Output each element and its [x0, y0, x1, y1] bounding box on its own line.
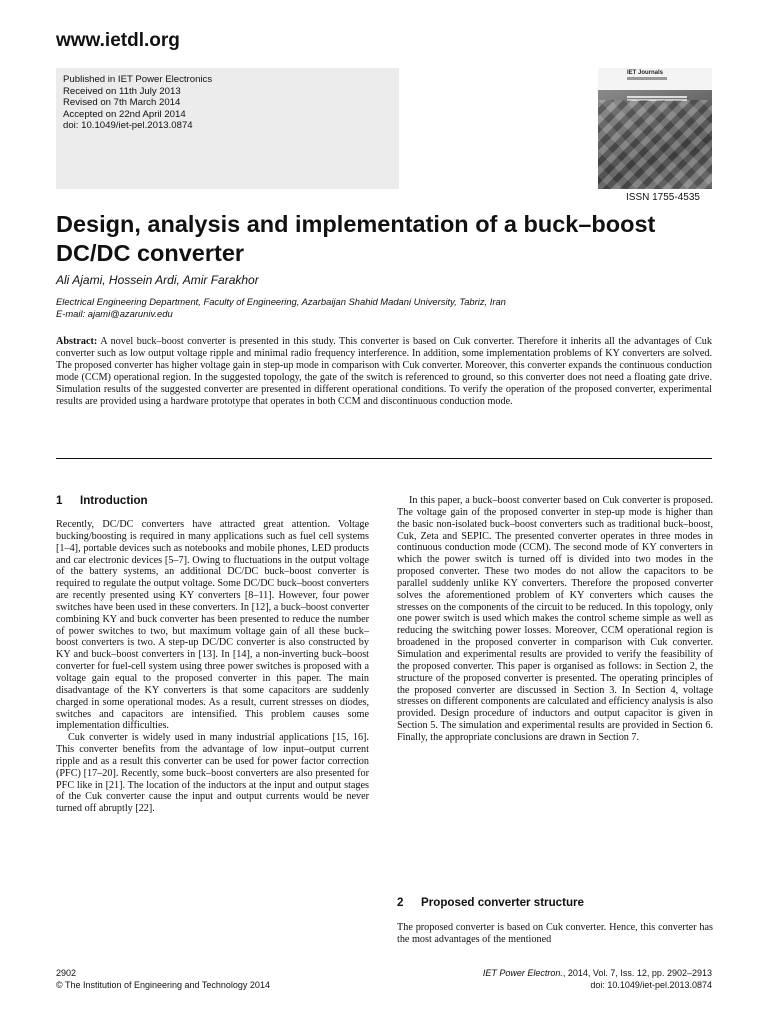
paragraph: In this paper, a buck–boost converter based on Cuk converter is proposed. The voltage gain of the proposed converter in step-up mode is higher than the basic non-isolated buck–boost converters such as traditional buck–boost, Cuk, Zeta and SEPIC. The presented converter operates in three modes in continuous conduction mode (CCM). The second mode of KY converters in which the power switch is turned off is divided into two modes in the proposed converter. These two modes do not allow the capacitors to be parallel suddenly unlike KY converters. Therefore the proposed converter solves the aforementioned problem of KY converters which causes the stresses on the components of the circuit to be reduced. In this topology, only one power switch is used which makes the control scheme simple as well as reducing the switching power losses. Moreover, CCM operational region is broadened in the proposed converter in comparison with Cuk converter. Simulation and experimental results are provided to verify the feasibility of the proposed converter. This paper is organised as follows: in Section 2, the structure of the proposed converter is presented. The operating principles of the proposed converter are discussed in Section 3. In Section 4, voltage stresses on different components are calculated and efficiency analysis is also provided. Design procedure of inductors and output capacitor is given in Section 5. The simulation and experimental results are provided in Section 6. Finally, the appropriate conclusions are drawn in Section 7.	[397, 495, 713, 743]
column-right	[397, 495, 713, 744]
site-url[interactable]: www.ietdl.org	[56, 30, 180, 51]
paragraph: Recently, DC/DC converters have attracted great attention. Voltage bucking/boosting is required in many applications such as fuel cell systems [1–4], portable devices such as notebooks and mobile phones, LED products and car electronic devices [5–7]. Owing to fluctuations in the output voltage of the battery systems, an additional DC/DC buck–boost converter is required to regulate the output voltage. Some DC/DC buck–boost converters are recently presented using KY converters [8–11]. However, four power switches have been used in these converters. In [12], a buck–boost converter combining KY and buck converter has been presented to reduce the number of power switches to two, but maximum voltage gain of all these buck–boost converters is two. A step-up DC/DC converter is also constructed by KY and buck–boost converters in [13]. In [14], a non-inverting buck–boost converter for fuel-cell system using three power switches is proposed with a voltage gain equal to the proposed converter in this paper. The main disadvantage of the KY converters is that some capacitors are suddenly charged in some operational modes. As a result, current stresses on diodes, switches and capacitors are intensified. This problem causes some implementation difficulties.	[56, 519, 369, 732]
affiliation: Electrical Engineering Department, Faculty of Engineering, Azarbaijan Shahid Madani University, Tabriz, Iran	[56, 296, 506, 307]
abstract-text: A novel buck–boost converter is presented in this study. This converter is based on Cuk converter. Therefore it inherits all the advantages of Cuk converter such as low output voltage ripple and minimal radio frequency interference. In addition, some implementation problems of KY converters are solved. The proposed converter has higher voltage gain in step-up mode in comparison with Cuk converter. Moreover, this converter expands the continuous conduction mode (CCM) operational region. In the suggested topology, the gate of the switch is referenced to ground, so this converter does not need a floating gate drive. Simulation results of the suggested converter are presented in different operational conditions. To verify the operation of the proposed converter, experimental results are provided using a hardware prototype that operates in both CCM and discontinuous conduction mode.	[56, 336, 712, 407]
abstract	[56, 336, 712, 408]
paragraph: Cuk converter is widely used in many industrial applications [15, 16]. This converter benefits from the advantage of low input–output current ripple and as a result this converter can be used for power factor correction (PFC) [17–20]. Recently, some buck–boost converters are also presented for PFC like in [21]. The location of the inductors at the input and output stages of the Cuk converter cause the input and output currents would be never turned off abruptly [22].	[56, 732, 369, 815]
section-title: Proposed converter structure	[421, 896, 585, 909]
citation-details: , 2014, Vol. 7, Iss. 12, pp. 2902–2913	[562, 968, 712, 978]
footer-left	[56, 967, 270, 991]
received-date: Received on 11th July 2013	[63, 85, 181, 97]
cover-brand: IET Journals	[627, 70, 664, 76]
doi[interactable]: doi: 10.1049/iet-pel.2013.0874	[63, 120, 193, 132]
copyright: © The Institution of Engineering and Technology 2014	[56, 980, 270, 990]
divider	[56, 458, 712, 459]
section-title: Introduction	[80, 494, 148, 507]
journal-cover-image	[598, 68, 712, 189]
article-title: Design, analysis and implementation of a buck–boost DC/DC converter	[56, 211, 656, 266]
published-in: Published in IET Power Electronics	[63, 74, 213, 85]
section-number: 1	[56, 494, 63, 507]
issn: ISSN 1755-4535	[626, 192, 700, 203]
revised-date: Revised on 7th March 2014	[63, 97, 181, 109]
section-number: 2	[397, 896, 404, 909]
column-left	[56, 519, 369, 815]
authors: Ali Ajami, Hossein Ardi, Amir Farakhor	[56, 273, 259, 287]
affiliation-block	[56, 296, 506, 320]
paragraph: The proposed converter is based on Cuk converter. Hence, this converter has the most advantages of the mentioned	[397, 922, 713, 945]
accepted-date: Accepted on 22nd April 2014	[63, 108, 186, 120]
column-right-lower	[397, 922, 713, 946]
section-heading-structure	[397, 896, 584, 909]
page-number: 2902	[56, 968, 77, 978]
abstract-label: Abstract:	[56, 336, 98, 347]
citation	[483, 967, 712, 979]
section-heading-introduction	[56, 494, 148, 507]
publication-info	[63, 74, 212, 132]
footer-doi[interactable]: doi: 10.1049/iet-pel.2013.0874	[590, 980, 712, 990]
email[interactable]: E-mail: ajami@azaruniv.edu	[56, 308, 173, 319]
footer-right	[483, 967, 712, 991]
journal-name: IET Power Electron.	[482, 968, 563, 978]
